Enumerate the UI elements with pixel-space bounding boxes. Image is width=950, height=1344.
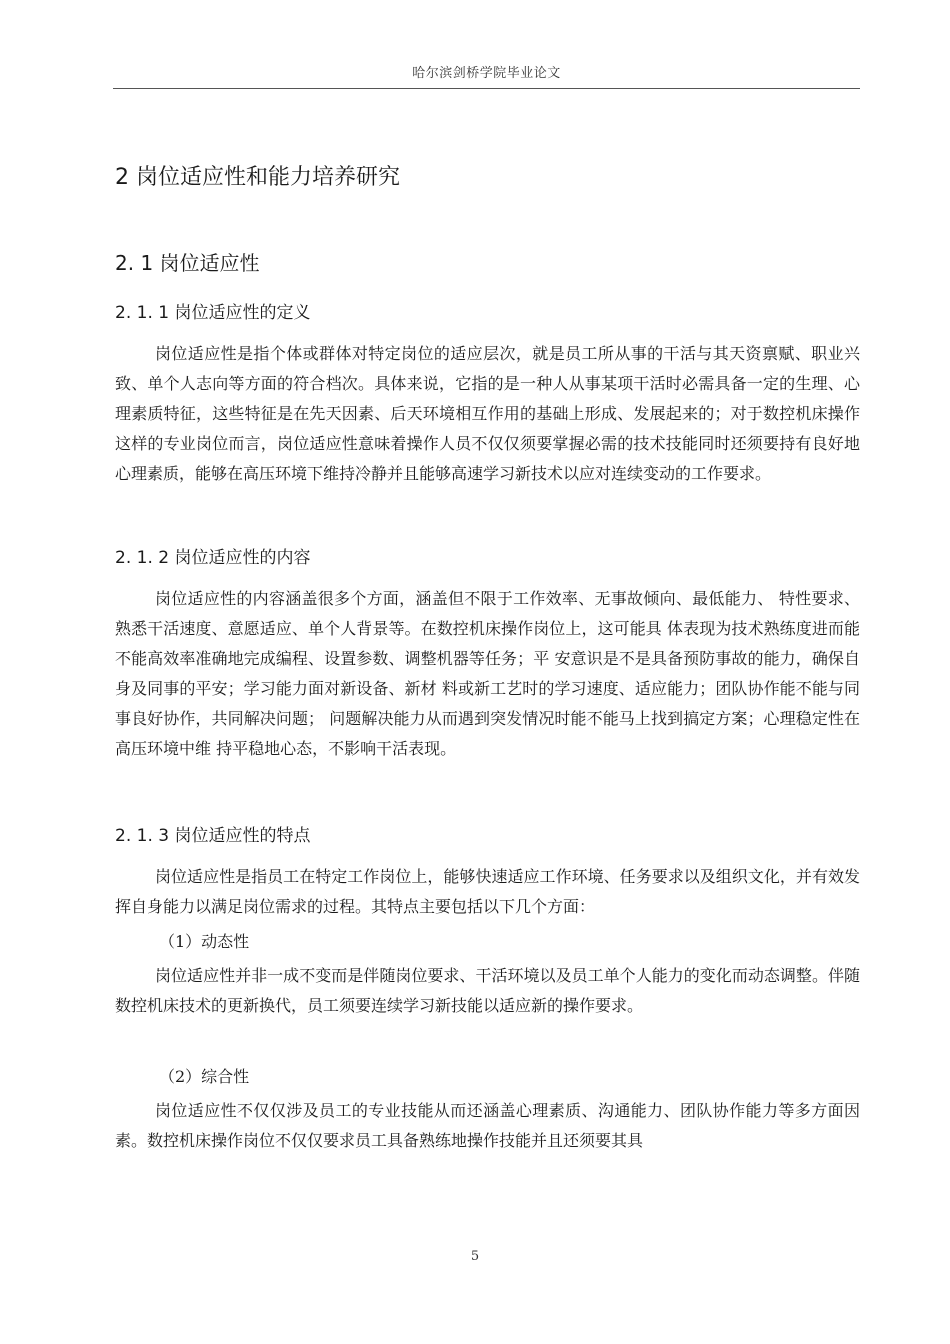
paragraph-features-intro: 岗位适应性是指员工在特定工作岗位上，能够快速适应工作环境、任务要求以及组织文化，并有效发挥自身能力以满足岗位需求的过程。其特点主要包括以下几个方面： [115,867,860,916]
paragraph-definition: 岗位适应性是指个体或群体对特定岗位的适应层次，就是员工所从事的干活与其天资禀赋、职业兴致、单个人志向等方面的符合档次。具体来说，它指的是一种人从事某项干活时必需具备一定的生理、心理素质特征，这些特征是在先天因素、后天环境相互作用的基础上形成、发展起来的；对于数控机床操作这样的专业岗位而言，岗位适应性意味着操作人员不仅仅须要掌握必需的技术技能同时还须要持有良好地心理素质，能够在高压环境下维持冷静并且能够高速学习新技术以应对连续变动的工作要求。 [115,344,860,483]
page-number: 5 [470,1249,480,1264]
feature-label-dynamic: （1）动态性 [159,932,250,951]
feature-label-comprehensive: （2）综合性 [159,1067,250,1086]
section-heading: 2. 1 岗位适应性 [115,251,260,275]
running-header: 哈尔滨剑桥学院毕业论文 [412,66,561,81]
subsection-heading-features: 2. 1. 3 岗位适应性的特点 [115,826,311,846]
subsection-heading-content: 2. 1. 2 岗位适应性的内容 [115,548,311,568]
header-divider [113,88,860,89]
subsection-heading-definition: 2. 1. 1 岗位适应性的定义 [115,303,311,323]
paragraph-feature-dynamic: 岗位适应性并非一成不变而是伴随岗位要求、干活环境以及员工单个人能力的变化而动态调整。伴随数控机床技术的更新换代，员工须要连续学习新技能以适应新的操作要求。 [115,966,860,1015]
chapter-heading: 2 岗位适应性和能力培养研究 [115,165,400,190]
paragraph-content: 岗位适应性的内容涵盖很多个方面，涵盖但不限于工作效率、无事故倾向、最低能力、 特性要求、熟悉干活速度、意愿适应、单个人背景等。在数控机床操作岗位上，这可能具 体表现为技术熟练度进而能不能高效率准确地完成编程、设置参数、调整机器等任务；平 安意识是不是具备预防事故的能力，确保自身及同事的平安；学习能力面对新设备、新材 料或新工艺时的学习速度、适应能力；团队协作能不能与同事良好协作，共同解决问题； 问题解决能力从而遇到突发情况时能不能马上找到搞定方案；心理稳定性在高压环境中维 持平稳地心态，不影响干活表现。 [115,589,860,758]
paragraph-feature-comprehensive: 岗位适应性不仅仅涉及员工的专业技能从而还涵盖心理素质、沟通能力、团队协作能力等多方面因素。数控机床操作岗位不仅仅要求员工具备熟练地操作技能并且还须要其具 [115,1101,860,1150]
